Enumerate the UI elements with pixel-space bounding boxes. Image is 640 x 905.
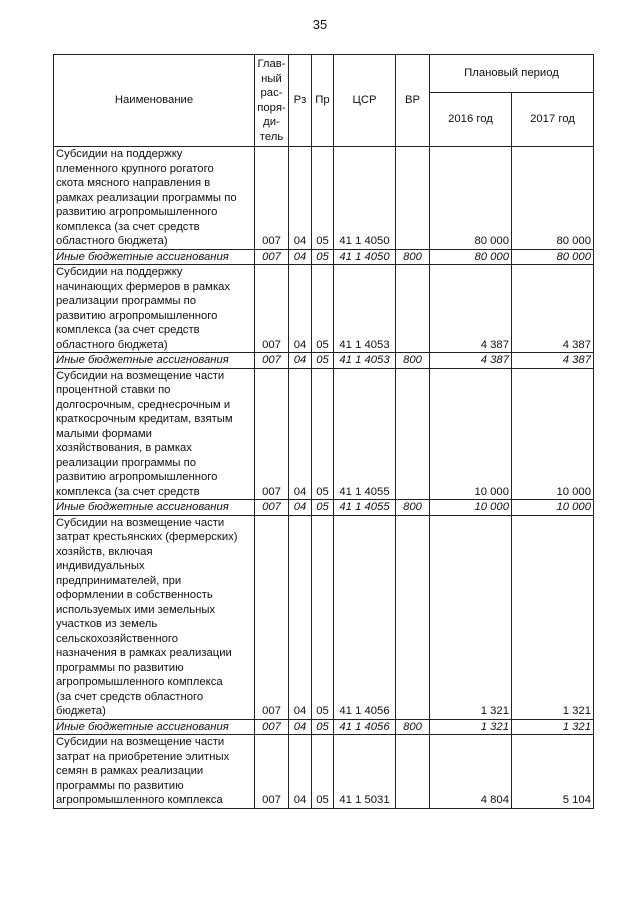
header-rz: Рз — [289, 55, 312, 147]
cell-pr: 05 — [312, 515, 334, 719]
cell-glav: 007 — [255, 249, 289, 265]
cell-glav: 007 — [255, 368, 289, 500]
page-number: 35 — [312, 17, 328, 32]
cell-y2017: 5 104 — [512, 735, 594, 809]
table-row — [54, 147, 594, 250]
cell-y2017: 1 321 — [512, 719, 594, 735]
cell-y2016: 10 000 — [430, 368, 512, 500]
table-row — [54, 249, 594, 265]
header-2017: 2017 год — [512, 93, 594, 147]
cell-rz: 04 — [289, 719, 312, 735]
cell-vr — [396, 147, 430, 250]
cell-y2016: 1 321 — [430, 719, 512, 735]
cell-csr: 41 1 4055 — [334, 500, 396, 516]
cell-name: Иные бюджетные ассигнования — [54, 249, 255, 265]
cell-vr: 800 — [396, 249, 430, 265]
cell-y2017: 80 000 — [512, 147, 594, 250]
cell-csr: 41 1 4050 — [334, 147, 396, 250]
cell-y2017: 10 000 — [512, 500, 594, 516]
cell-glav: 007 — [255, 719, 289, 735]
header-glav: Глав- ный рас- поря- ди- тель — [255, 55, 289, 147]
table-row — [54, 368, 594, 500]
header-name: Наименование — [54, 55, 255, 147]
table-row — [54, 735, 594, 809]
cell-name: Субсидии на возмещение части затрат крестьянских (фермерских) хозяйств, включая индивидуальных предпринимателей, при оформлении в собственность используемых ими земельных участков из земель сельскохозяйственного назначения в рамках реализации программы по развитию агропромышленного комплекса (за счет средств областного бюджета) — [54, 515, 255, 719]
table-body — [54, 147, 594, 809]
cell-rz: 04 — [289, 353, 312, 369]
cell-csr: 41 1 5031 — [334, 735, 396, 809]
cell-rz: 04 — [289, 515, 312, 719]
cell-rz: 04 — [289, 147, 312, 250]
cell-pr: 05 — [312, 735, 334, 809]
table-row — [54, 265, 594, 353]
cell-csr: 41 1 4056 — [334, 719, 396, 735]
cell-vr: 800 — [396, 500, 430, 516]
cell-pr: 05 — [312, 353, 334, 369]
cell-y2016: 4 804 — [430, 735, 512, 809]
cell-pr: 05 — [312, 719, 334, 735]
cell-vr — [396, 368, 430, 500]
cell-y2016: 4 387 — [430, 353, 512, 369]
cell-vr: 800 — [396, 353, 430, 369]
header-csr: ЦСР — [334, 55, 396, 147]
cell-csr: 41 1 4055 — [334, 368, 396, 500]
cell-csr: 41 1 4053 — [334, 265, 396, 353]
cell-rz: 04 — [289, 500, 312, 516]
cell-name: Субсидии на поддержку начинающих фермеров в рамках реализации программы по развитию агропромышленного комплекса (за счет средств областного бюджета) — [54, 265, 255, 353]
cell-glav: 007 — [255, 353, 289, 369]
cell-pr: 05 — [312, 265, 334, 353]
cell-name: Иные бюджетные ассигнования — [54, 719, 255, 735]
table-row — [54, 719, 594, 735]
cell-glav: 007 — [255, 515, 289, 719]
cell-y2017: 4 387 — [512, 353, 594, 369]
cell-y2016: 1 321 — [430, 515, 512, 719]
cell-y2017: 1 321 — [512, 515, 594, 719]
cell-pr: 05 — [312, 500, 334, 516]
cell-rz: 04 — [289, 735, 312, 809]
cell-rz: 04 — [289, 265, 312, 353]
cell-y2016: 80 000 — [430, 147, 512, 250]
cell-name: Субсидии на возмещение части затрат на приобретение элитных семян в рамках реализации программы по развитию агропромышленного комплекса — [54, 735, 255, 809]
cell-y2017: 4 387 — [512, 265, 594, 353]
cell-name: Иные бюджетные ассигнования — [54, 500, 255, 516]
cell-vr — [396, 735, 430, 809]
table-row — [54, 353, 594, 369]
cell-rz: 04 — [289, 249, 312, 265]
cell-y2016: 4 387 — [430, 265, 512, 353]
cell-csr: 41 1 4050 — [334, 249, 396, 265]
cell-y2016: 10 000 — [430, 500, 512, 516]
cell-vr: 800 — [396, 719, 430, 735]
header-vr: ВР — [396, 55, 430, 147]
cell-name: Субсидии на поддержку племенного крупного рогатого скота мясного направления в рамках реализации программы по развитию агропромышленного комплекса (за счет средств областного бюджета) — [54, 147, 255, 250]
cell-csr: 41 1 4053 — [334, 353, 396, 369]
cell-vr — [396, 515, 430, 719]
cell-pr: 05 — [312, 249, 334, 265]
cell-glav: 007 — [255, 500, 289, 516]
cell-glav: 007 — [255, 265, 289, 353]
cell-y2017: 10 000 — [512, 368, 594, 500]
cell-vr — [396, 265, 430, 353]
cell-glav: 007 — [255, 735, 289, 809]
cell-y2017: 80 000 — [512, 249, 594, 265]
cell-y2016: 80 000 — [430, 249, 512, 265]
header-pr: Пр — [312, 55, 334, 147]
table-row — [54, 500, 594, 516]
budget-table — [53, 54, 594, 809]
cell-name: Иные бюджетные ассигнования — [54, 353, 255, 369]
cell-rz: 04 — [289, 368, 312, 500]
cell-csr: 41 1 4056 — [334, 515, 396, 719]
header-2016: 2016 год — [430, 93, 512, 147]
cell-pr: 05 — [312, 368, 334, 500]
table-row — [54, 515, 594, 719]
header-planned-period: Плановый период — [430, 55, 594, 93]
cell-pr: 05 — [312, 147, 334, 250]
cell-glav: 007 — [255, 147, 289, 250]
cell-name: Субсидии на возмещение части процентной ставки по долгосрочным, среднесрочным и краткосрочным кредитам, взятым малыми формами хозяйствования, в рамках реализации программы по развитию агропромышленного комплекса (за счет средств — [54, 368, 255, 500]
